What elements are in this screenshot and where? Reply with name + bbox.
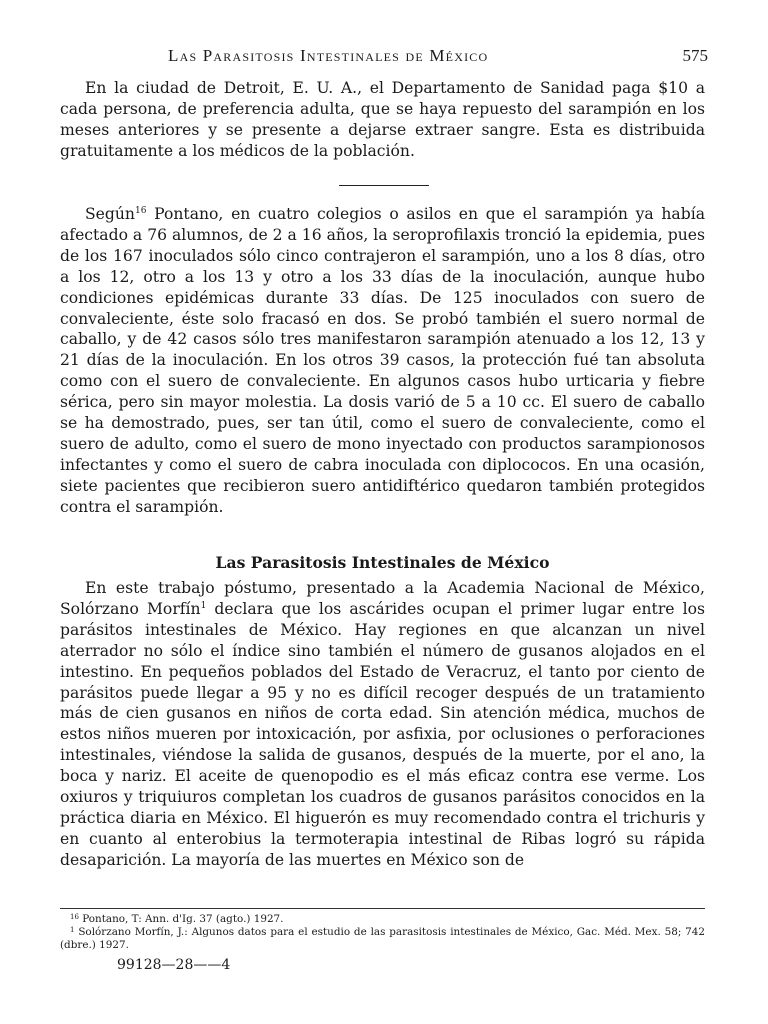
paragraph-lead: En este trabajo póstumo, presentado a la Academia Nacional de México, Solórzano Morfín [60,579,705,618]
paragraph-pontano [60,204,705,518]
footnote-ref[interactable]: 1 [200,600,207,611]
printer-mark: 99128—28——4 [117,957,231,973]
section-divider [339,185,429,186]
footnote-item [60,926,705,952]
footnote-item [60,913,705,926]
paragraph-text: Pontano, en cuatro colegios o asilos en que el sarampión ya había afectado a 76 alumnos, de 2 a 16 años, la seroprofilaxis tronció la epidemia, pues de los 167 inoculados sólo cinco contrajeron el sarampión, uno a los 8 días, otro a los 12, otro a los 13 y otro a los 33 días de la inoculación, aunque hubo condiciones epidémicas durante 33 días. De 125 inoculados con suero de convaleciente, éste solo fracasó en dos. Se probó también el suero normal de caballo, y de 42 casos sólo tres manifestaron sarampión atenuado a los 12, 13 y 21 días de la inoculación. En los otros 39 casos, la protección fué tan absoluta como con el suero de convaleciente. En algunos casos hubo urticaria y fiebre sérica, pero sin mayor molestia. La dosis varió de 5 a 10 cc. El suero de caballo se ha demostrado, pues, ser tan útil, como el suero de convaleciente, como el suero de adulto, como el suero de mono inyectado con productos sarampionosos infectantes y como el suero de cabra inoculada con diplococos. En una ocasión, siete pacientes que recibieron suero antidiftérico quedaron también protegidos contra el sarampión. [60,205,705,516]
footnotes [60,913,705,952]
running-title: Las Parasitosis Intestinales de México [168,46,489,65]
paragraph-parasitosis [60,578,705,871]
paragraph-lead: Según [85,205,135,223]
footnote-marker: 1 [70,926,75,934]
page-number: 575 [682,46,708,65]
footnote-ref[interactable]: 16 [134,206,147,216]
running-header [168,46,708,74]
paragraph-text: declara que los ascárides ocupan el primer lugar entre los parásitos intestinales de México. Hay regiones en que alcanzan un nivel aterrador no sólo el índice sino también el número de gusanos alojados en el intestino. En pequeños poblados del Estado de Veracruz, el tanto por ciento de parásitos puede llegar a 95 y no es difícil recoger después de un tratamiento más de cien gusanos en niños de corta edad. Sin atención médica, muchos de estos niños mueren por intoxicación, por asfixia, por oclusiones o perforaciones intestinales, viéndose la salida de gusanos, después de la muerte, por el ano, la boca y nariz. El aceite de quenopodio es el más eficaz contra ese verme. Los oxiuros y triquiuros completan los cuadros de gusanos parásitos conocidos en la práctica diaria en México. El higuerón es muy recomendado contra el trichuris y en cuanto al enterobius la termoterapia intestinal de Ribas logró su rápida desaparición. La mayoría de las muertes en México son de [60,599,705,869]
footnote-marker: 16 [70,913,79,921]
paragraph-text: En la ciudad de Detroit, E. U. A., el Departamento de Sanidad paga $10 a cada persona, de preferencia adulta, que se haya repuesto del sarampión en los meses anteriores y se presente a dejarse extraer sangre. Esta es distribuida gratuitamente a los médicos de la población. [60,79,705,160]
footnote-text: Pontano, T: Ann. d'Ig. 37 (agto.) 1927. [78,913,284,925]
section-heading: Las Parasitosis Intestinales de México [215,553,550,572]
footnote-rule [60,908,705,909]
paragraph-detroit [60,78,705,162]
footnote-text: Solórzano Morfín, J.: Algunos datos para el estudio de las parasitosis intestinales de México, Gac. Méd. Mex. 58; 742 (dbre.) 1927. [60,926,705,951]
